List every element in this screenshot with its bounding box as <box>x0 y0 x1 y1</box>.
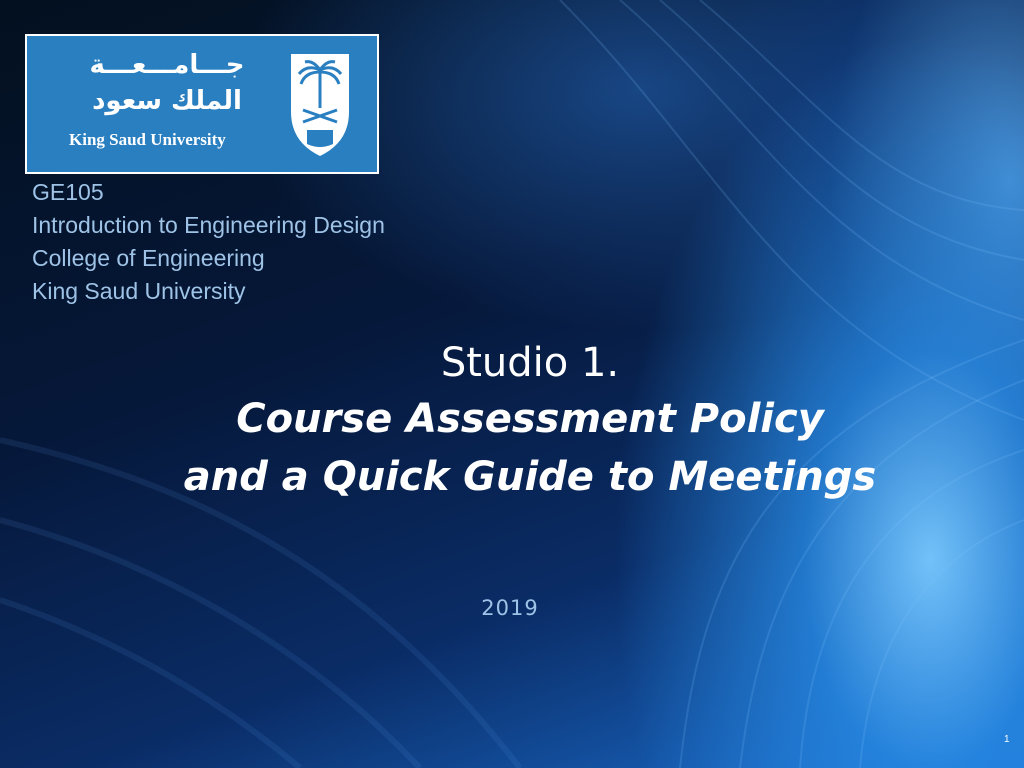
title-line-assessment: Course Assessment Policy <box>236 396 824 442</box>
course-code: GE105 <box>32 179 104 205</box>
palm-swords-emblem-icon <box>285 50 355 160</box>
course-title: Introduction to Engineering Design <box>32 212 385 238</box>
logo-english-name: King Saud University <box>69 130 226 149</box>
logo-arabic-line1: جـــامـــعـــة <box>89 50 245 80</box>
college-name: College of Engineering <box>32 245 265 271</box>
university-logo <box>25 34 379 174</box>
page-number: 1 <box>1004 734 1010 745</box>
year-label: 2019 <box>481 596 539 620</box>
university-name: King Saud University <box>32 278 246 304</box>
title-line-meetings: and a Quick Guide to Meetings <box>183 454 877 500</box>
title-studio: Studio 1. <box>440 340 620 386</box>
logo-arabic-line2: الملك سعود <box>92 86 242 116</box>
course-info <box>32 176 385 308</box>
